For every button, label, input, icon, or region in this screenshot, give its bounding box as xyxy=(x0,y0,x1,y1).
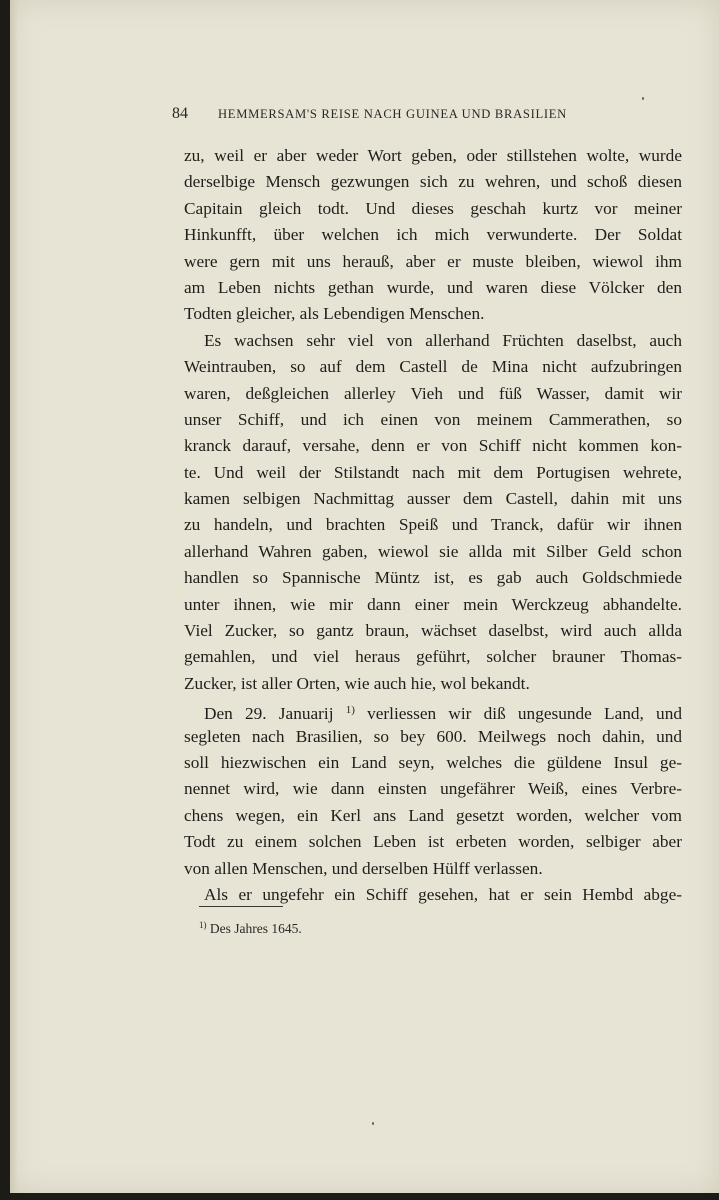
footnote-reference: 1) xyxy=(345,704,355,717)
text-line: Hinkunfft, über welchen ich mich verwunderte. Der Soldat xyxy=(184,225,682,245)
date-text: Den 29. Januarij xyxy=(204,704,334,724)
text-line: Capitain gleich todt. Und dieses geschah kurtz vor meiner xyxy=(184,198,682,218)
body-text xyxy=(184,143,682,908)
text-line: were gern mit uns herauß, aber er muste bleiben, wiewol ihm xyxy=(184,251,682,271)
page-number: 84 xyxy=(172,105,188,122)
text-line: allerhand Wahren gaben, wiewol sie allda mit Silber Geld schon xyxy=(184,541,682,561)
text-line-with-note xyxy=(184,697,682,723)
text-line: am Leben nichts gethan wurde, und waren diese Völcker den xyxy=(184,277,682,297)
text-line: Todten gleicher, als Lebendigen Menschen. xyxy=(184,304,485,324)
text-line: waren, deßgleichen allerley Vieh und füß Wasser, damit wir xyxy=(184,383,682,403)
page-header xyxy=(172,105,637,127)
text-line: Viel Zucker, so gantz braun, wächset daselbst, wird auch allda xyxy=(184,621,682,641)
text-line: soll hiezwischen ein Land seyn, welches die güldene Insul ge- xyxy=(184,752,682,772)
text-line: kamen selbigen Nachmittag ausser dem Castell, dahin mit uns xyxy=(184,489,682,509)
footnote-text: Des Jahres 1645. xyxy=(209,921,302,936)
line-continuation: verliessen wir diß ungesunde Land, und xyxy=(367,704,682,724)
text-line: te. Und weil der Stilstandt nach mit dem Portugisen wehrete, xyxy=(184,462,682,482)
text-line: von allen Menschen, und derselben Hülff verlassen. xyxy=(184,858,543,878)
text-line: nennet wird, wie dann einsten ungefährer Weiß, eines Verbre- xyxy=(184,779,682,799)
text-line: derselbige Mensch gezwungen sich zu wehren, und schoß diesen xyxy=(184,172,682,192)
paper-speck xyxy=(372,1122,374,1125)
text-line: Weintrauben, so auf dem Castell de Mina nicht aufzubringen xyxy=(184,357,682,377)
text-line: handlen so Spannische Müntz ist, es gab auch Goldschmiede xyxy=(184,568,682,588)
text-line: unser Schiff, und ich einen von meinem Cammerathen, so xyxy=(184,409,682,429)
footnote-marker: 1) xyxy=(199,920,207,930)
text-line: chens wegen, ein Kerl ans Land gesetzt worden, welcher vom xyxy=(184,805,682,825)
paper-speck xyxy=(642,97,644,100)
text-line: Zucker, ist aller Orten, wie auch hie, wol bekandt. xyxy=(184,673,530,693)
text-line: unter ihnen, wie mir dann einer mein Werckzeug abhandelte. xyxy=(184,594,682,614)
text-line: kranck darauf, versahe, denn er von Schiff nicht kommen kon- xyxy=(184,436,682,456)
text-line: Es wachsen sehr viel von allerhand Früchten daselbst, auch xyxy=(204,330,682,350)
footnote-divider xyxy=(199,906,283,907)
footnote xyxy=(199,920,302,937)
running-title: HEMMERSAM'S REISE NACH GUINEA UND BRASILIEN xyxy=(218,107,567,121)
text-line: gemahlen, und viel heraus geführt, solcher brauner Thomas- xyxy=(184,647,682,667)
text-line: Als er ungefehr ein Schiff gesehen, hat er sein Hembd abge- xyxy=(204,884,682,904)
text-line: Todt zu einem solchen Leben ist erbeten worden, selbiger aber xyxy=(184,832,682,852)
text-line: zu, weil er aber weder Wort geben, oder stillstehen wolte, wurde xyxy=(184,146,682,165)
text-line: zu handeln, und brachten Speiß und Tranck, dafür wir ihnen xyxy=(184,515,682,535)
text-line: segleten nach Brasilien, so bey 600. Meilwegs noch dahin, und xyxy=(184,726,682,746)
book-page xyxy=(10,0,719,1193)
